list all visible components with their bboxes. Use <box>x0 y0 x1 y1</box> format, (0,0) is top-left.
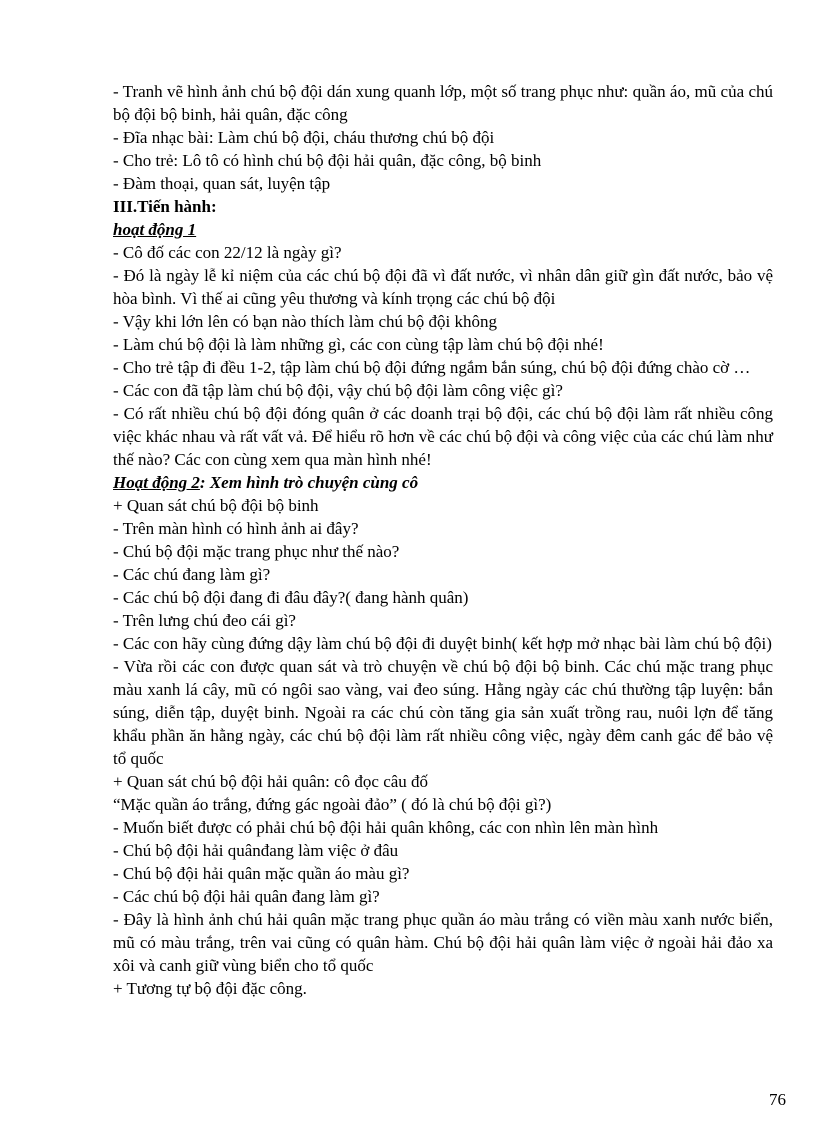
paragraph: + Quan sát chú bộ đội bộ binh <box>113 496 319 515</box>
paragraph: - Cô đố các con 22/12 là ngày gì? <box>113 243 342 262</box>
activity-2-label: Hoạt động 2 <box>113 473 200 492</box>
paragraph: - Trên màn hình có hình ảnh ai đây? <box>113 519 359 538</box>
paragraph: - Làm chú bộ đội là làm những gì, các con cùng tập làm chú bộ đội nhé! <box>113 335 604 354</box>
paragraph: + Tương tự bộ đội đặc công. <box>113 979 307 998</box>
paragraph: - Có rất nhiều chú bộ đội đóng quân ở các doanh trại bộ đội, các chú bộ đội làm rất nhiều công việc khác nhau và rất vất vả. Để hiểu rõ hơn về các chú bộ đội và công việc của các chú làm như thế nào? Các con cùng xem qua màn hình nhé! <box>113 404 773 469</box>
paragraph: - Chú bộ đội hải quânđang làm việc ở đâu <box>113 841 399 860</box>
paragraph: - Vừa rồi các con được quan sát và trò chuyện về chú bộ đội bộ binh. Các chú mặc trang phục màu xanh lá cây, mũ có ngôi sao vàng, vai đeo súng. Hằng ngày các chú thường tập luyện: bắn súng, diễn tập, duyệt binh. Ngoài ra các chú còn tăng gia sản xuất trồng rau, nuôi lợn để tăng khẩu phần ăn hằng ngày, các chú bộ đội làm rất nhiều công việc, ngày đêm canh gác để bảo vệ tổ quốc <box>113 657 773 768</box>
paragraph: “Mặc quần áo trắng, đứng gác ngoài đảo” ( đó là chú bộ đội gì?) <box>113 795 552 814</box>
paragraph: - Đây là hình ảnh chú hải quân mặc trang phục quần áo màu trắng có viền màu xanh nước biển, mũ có màu trắng, trên vai cũng có quân hàm. Chú bộ đội hải quân làm việc ở ngoài hải đảo xa xôi và canh giữ vùng biển cho tổ quốc <box>113 910 773 975</box>
document-body <box>113 80 773 1000</box>
paragraph: - Các con hãy cùng đứng dậy làm chú bộ đội đi duyệt binh( kết hợp mở nhạc bài làm chú bộ đội) <box>113 634 772 653</box>
paragraph: - Đó là ngày lễ kỉ niệm của các chú bộ đội đã vì đất nước, vì nhân dân giữ gìn đất nước, bảo vệ hòa bình. Vì thế ai cũng yêu thương và kính trọng các chú bộ đội <box>113 266 773 308</box>
paragraph: - Đàm thoại, quan sát, luyện tập <box>113 174 331 193</box>
paragraph: - Chú bộ đội mặc trang phục như thế nào? <box>113 542 400 561</box>
paragraph: + Quan sát chú bộ đội hải quân: cô đọc câu đố <box>113 772 429 791</box>
activity-2-title: : Xem hình trò chuyện cùng cô <box>199 473 419 492</box>
paragraph: - Cho trẻ: Lô tô có hình chú bộ đội hải quân, đặc công, bộ binh <box>113 151 542 170</box>
paragraph: - Vậy khi lớn lên có bạn nào thích làm chú bộ đội không <box>113 312 498 331</box>
activity-1-heading: hoạt động 1 <box>113 220 197 239</box>
materials-list <box>113 80 773 195</box>
paragraph: - Muốn biết được có phải chú bộ đội hải quân không, các con nhìn lên màn hình <box>113 818 659 837</box>
paragraph: - Các con đã tập làm chú bộ đội, vậy chú bộ đội làm công việc gì? <box>113 381 563 400</box>
paragraph: - Đĩa nhạc bài: Làm chú bộ đội, cháu thương chú bộ đội <box>113 128 495 147</box>
paragraph: - Các chú đang làm gì? <box>113 565 271 584</box>
paragraph: - Chú bộ đội hải quân mặc quần áo màu gì? <box>113 864 410 883</box>
activity-2-content <box>113 494 773 1000</box>
paragraph: - Các chú bộ đội đang đi đâu đây?( đang hành quân) <box>113 588 469 607</box>
activity-1-content <box>113 241 773 471</box>
activity-2-heading <box>113 471 773 494</box>
paragraph: - Các chú bộ đội hải quân đang làm gì? <box>113 887 380 906</box>
page-number: 76 <box>769 1090 786 1109</box>
section-title: III.Tiến hành: <box>113 197 217 216</box>
paragraph: - Cho trẻ tập đi đều 1-2, tập làm chú bộ đội đứng ngắm bắn súng, chú bộ đội đứng chào cờ … <box>113 358 751 377</box>
paragraph: - Tranh vẽ hình ảnh chú bộ đội dán xung quanh lớp, một số trang phục như: quần áo, mũ của chú bộ đội bộ binh, hải quân, đặc công <box>113 82 773 124</box>
paragraph: - Trên lưng chú đeo cái gì? <box>113 611 296 630</box>
